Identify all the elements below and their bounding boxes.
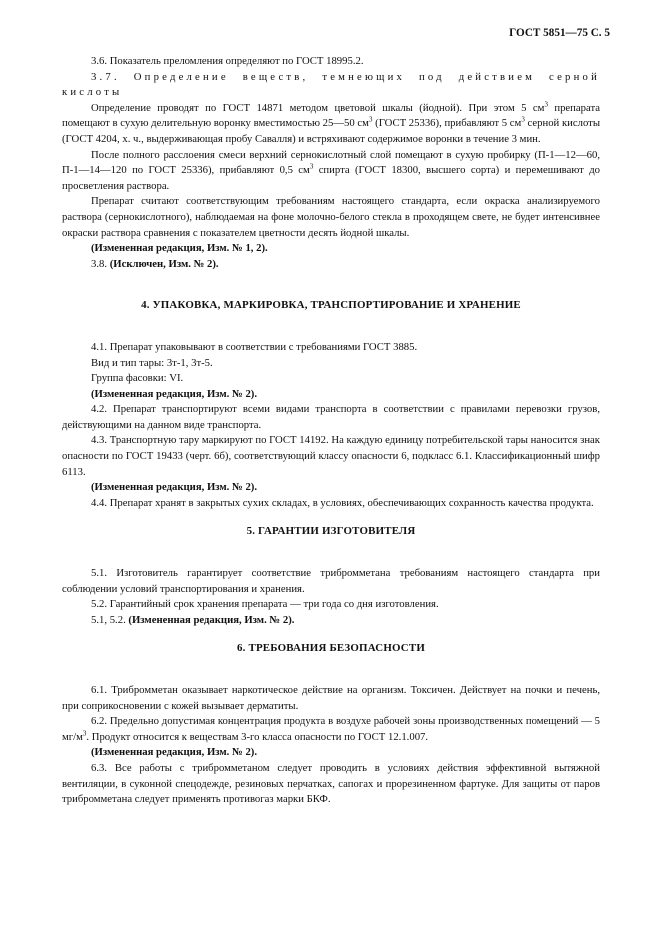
clause-4-1: 4.1. Препарат упаковывают в соответствии с требованиями ГОСТ 3885.: [91, 340, 418, 353]
edit-note-1-2: (Измененная редакция, Изм. № 1, 2).: [91, 242, 268, 255]
clause-3-7-para-2: После полного расслоения смеси верхний сернокислотный слой помещают в сухую пробирку (П-1—12—60, П-1—14—120 по ГОСТ 25336), прибавляют 0,5 $см^3$ спирта (ГОСТ 18300, высшего сорта) и перемешивают до просветления раствора.: [62, 148, 600, 192]
clause-4-3: 4.3. Транспортную тару маркируют по ГОСТ 14192. На каждую единицу потребительской тары наносится знак опасности по ГОСТ 19433 (черт. 6б), соответствующий классу опасности 6, подкласс 6.1. Классификационный шифр 6113.: [62, 434, 600, 478]
document-body: [62, 54, 600, 808]
clause-4-4: 4.4. Препарат хранят в закрытых сухих складах, в условиях, обеспечивающих сохранность качества продукта.: [91, 496, 594, 509]
clause-3-7-para-1: Определение проводят по ГОСТ 14871 методом цветовой шкалы (йодной). При этом 5 $см^3$ препарата помещают в сухую делительную воронку вместимостью 25—50 $см^3$ (ГОСТ 25336), прибавляют 5 $см^3$ серной кислоты (ГОСТ 4204, х. ч., выдерживающая пробу Савалля) и встряхивают содержимое воронки в течение 3 мин.: [62, 100, 600, 145]
page-header: ГОСТ 5851—75 С. 5: [509, 27, 610, 39]
clause-3-8: 3.8. (Исключен, Изм. № 2).: [91, 257, 219, 270]
clause-3-7-para-3: Препарат считают соответствующим требованиям настоящего стандарта, если окраска анализируемого раствора (сернокислотного), наблюдаемая на фоне молочно-белого стекла в проходящем свете, не будет интенсивнее окраски раствора сравнения с показателем цветности десять йодной шкалы.: [62, 195, 600, 239]
clause-4-1-tare: Вид и тип тары: 3т-1, 3т-5.: [91, 356, 213, 369]
clause-5-2: 5.2. Гарантийный срок хранения препарата — три года со дня изготовления.: [91, 598, 439, 611]
clause-3-6: 3.6. Показатель преломления определяют по ГОСТ 18995.2.: [91, 55, 364, 67]
clause-6-3: 6.3. Все работы с трибромметаном следует проводить в условиях действия эффективной вытяжной вентиляции, в суконной спецодежде, резиновых перчатках, сапогах и прорезиненном фартуке. Для защиты от паров трибромметана следует применять противогаз марки БКФ.: [62, 761, 600, 806]
section-6-heading: 6. ТРЕБОВАНИЯ БЕЗОПАСНОСТИ: [237, 642, 425, 655]
section-4-heading: 4. УПАКОВКА, МАРКИРОВКА, ТРАНСПОРТИРОВАНИЕ И ХРАНЕНИЕ: [141, 299, 521, 312]
edit-note-2: (Измененная редакция, Изм. № 2).: [91, 481, 258, 494]
clause-3-7-title: 3.7. Определение веществ, темнеющих под действием серной кислоты: [62, 70, 600, 99]
clause-5-1: 5.1. Изготовитель гарантирует соответствие трибромметана требованиям настоящего стандарта при соблюдении условий транспортирования и хранения.: [62, 567, 600, 595]
section-5-heading: 5. ГАРАНТИИ ИЗГОТОВИТЕЛЯ: [246, 525, 416, 538]
clause-6-2: 6.2. Предельно допустимая концентрация продукта в воздухе рабочей зоны производственных помещений — 5 $мг/м^3$. Продукт относится к веществам 3-го класса опасности по ГОСТ 12.1.007.: [62, 715, 600, 743]
edit-note-2: (Измененная редакция, Изм. № 2).: [91, 387, 258, 400]
edit-note-5-1-5-2: 5.1, 5.2. (Измененная редакция, Изм. № 2).: [91, 613, 295, 626]
edit-note-2: (Измененная редакция, Изм. № 2).: [91, 746, 258, 759]
clause-4-1-group: Группа фасовки: VI.: [91, 372, 184, 385]
clause-6-1: 6.1. Трибромметан оказывает наркотическое действие на организм. Токсичен. Действует на почки и печень, при соприкосновении с кожей вызывает дерматиты.: [62, 684, 600, 712]
clause-4-2: 4.2. Препарат транспортируют всеми видами транспорта в соответствии с правилами перевозки грузов, действующими на данном виде транспорта.: [62, 403, 600, 431]
